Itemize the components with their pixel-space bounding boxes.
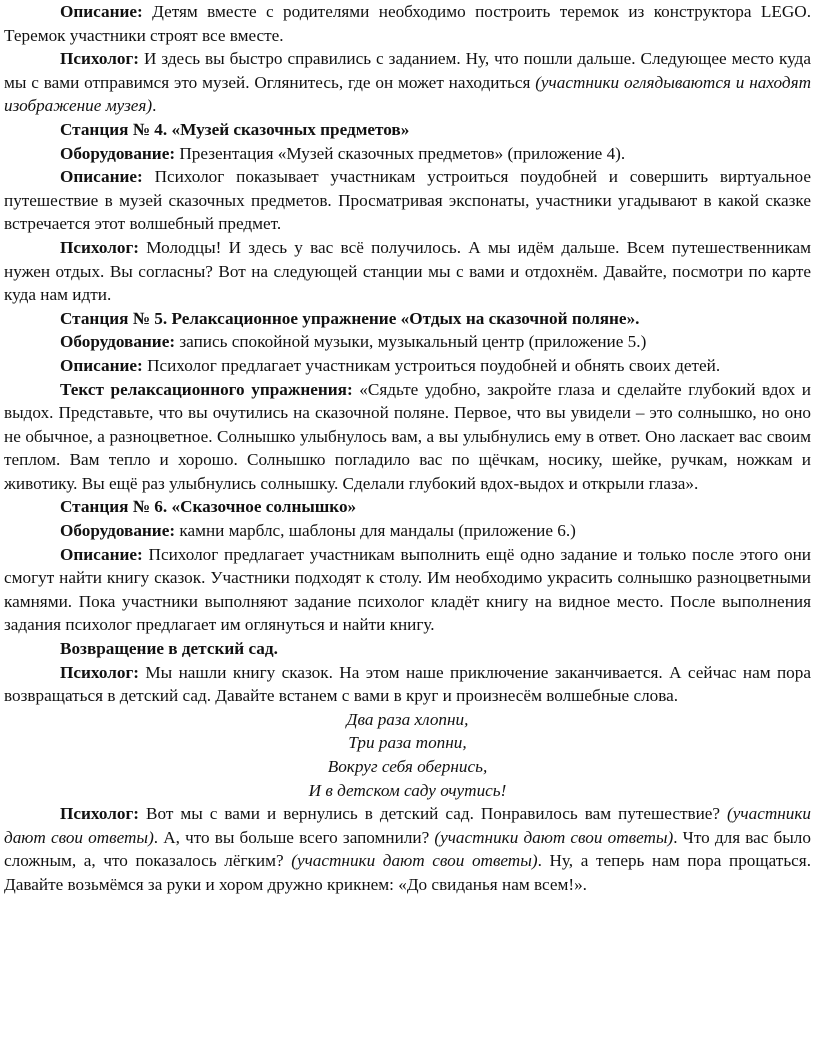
description-label: Описание: xyxy=(60,355,143,375)
psychologist-label: Психолог: xyxy=(60,49,139,69)
return-heading: Возвращение в детский сад. xyxy=(60,639,278,659)
paragraph-psychologist-museum xyxy=(4,47,811,118)
participants-remark: (участники дают свои ответы) xyxy=(434,827,674,847)
station-6-equipment xyxy=(4,519,811,543)
poem-line: Вокруг себя обернись, xyxy=(327,757,488,776)
psychologist-label: Психолог: xyxy=(60,662,139,682)
description-text: Психолог показывает участникам устроиться поудобней и совершить виртуальное путешествие в музей сказочных предметов. Просматривая экспонаты, участники угадывают в какой сказке встречается этот волшебный предмет. xyxy=(4,167,811,234)
participants-remark: (участники дают свои ответы) xyxy=(291,851,538,871)
equipment-label: Оборудование: xyxy=(60,332,176,352)
return-psychologist xyxy=(4,661,811,708)
equipment-text: Презентация «Музей сказочных предметов» (приложение 4). xyxy=(175,143,626,163)
description-text: Психолог предлагает участникам устроиться поудобней и обнять своих детей. xyxy=(142,355,721,375)
station-5-relaxation-text xyxy=(4,378,811,496)
participants-remark: (участники дают свои ответы) xyxy=(4,804,811,847)
paragraph-description-lego xyxy=(4,0,811,47)
station-5-equipment xyxy=(4,330,811,354)
poem-line: Три раза топни, xyxy=(348,733,467,753)
final-text-2: . А, что вы больше всего запомнили? xyxy=(153,827,435,847)
poem-line: И в детском саду очутись! xyxy=(308,780,507,800)
description-label: Описание: xyxy=(60,2,143,21)
sentence-end: . xyxy=(152,96,157,116)
final-text-3: . Что для вас было сложным, а, что показалось лёгким? xyxy=(4,827,811,871)
psychologist-text: Молодцы! И здесь у вас всё получилось. А мы идём дальше. Всем путешественникам нужен отдых. Вы согласны? Вот на следующей станции мы с вами и отдохнём. Давайте, посмотри по карте куда нам идти. xyxy=(4,237,811,305)
psychologist-text: Мы нашли книгу сказок. На этом наше приключение заканчивается. А сейчас нам пора возвращаться в детский сад. Давайте встанем с вами в круг и произнесём волшебные слова. xyxy=(4,662,811,706)
participants-remark: (участники оглядываются и находят изображение музея) xyxy=(4,72,812,116)
equipment-text: запись спокойной музыки, музыкальный центр (приложение 5.) xyxy=(175,332,647,352)
station-6-description xyxy=(4,543,811,637)
equipment-label: Оборудование: xyxy=(60,521,176,541)
station-4-psychologist xyxy=(4,236,811,307)
psychologist-label: Психолог: xyxy=(60,237,139,257)
description-text: Психолог предлагает участникам выполнить ещё одно задание и только после этого они смогут найти книгу сказок. Участники подходят к столу. Им необходимо украсить солнышко разноцветными камнями. Пока участники выполняют задание психолог кладёт книгу на видное место. После выполнения задания психолог предлагает им оглянуться и найти книгу. xyxy=(4,544,811,635)
station-6-heading: Станция № 6. «Сказочное солнышко» xyxy=(60,497,357,517)
psychologist-label: Психолог: xyxy=(60,804,139,824)
magic-words-poem xyxy=(4,708,811,802)
description-label: Описание: xyxy=(60,544,143,564)
final-text-4: . Ну, а теперь нам пора прощаться. Давайте возьмёмся за руки и хором дружно крикнем: «До свиданья нам всем!». xyxy=(4,851,811,894)
station-4-description xyxy=(4,165,811,236)
final-text-1: Вот мы с вами и вернулись в детский сад. Понравилось вам путешествие? xyxy=(138,804,728,824)
psychologist-text: И здесь вы быстро справились с заданием. Ну, что пошли дальше. Следующее место куда мы с вами отправимся это музей. Оглянитесь, где он может находиться xyxy=(4,49,811,92)
station-4-equipment xyxy=(4,142,811,166)
description-label: Описание: xyxy=(60,167,143,187)
station-5-heading: Станция № 5. Релаксационное упражнение «Отдых на сказочной поляне». xyxy=(60,308,640,328)
poem-line: Два раза хлопни, xyxy=(346,709,469,729)
equipment-text: камни марблс, шаблоны для мандалы (приложение 6.) xyxy=(175,521,576,541)
relaxation-label: Текст релаксационного упражнения: xyxy=(60,379,353,399)
final-psychologist xyxy=(4,802,811,896)
station-4-heading: Станция № 4. «Музей сказочных предметов» xyxy=(60,119,410,139)
equipment-label: Оборудование: xyxy=(60,143,176,163)
description-text: Детям вместе с родителями необходимо построить теремок из конструктора LEGO. Теремок участники строят все вместе. xyxy=(4,2,811,45)
relaxation-text: «Сядьте удобно, закройте глаза и сделайте глубокий вдох и выдох. Представьте, что вы очутились на сказочной поляне. Первое, что вы увидели – это солнышко, но оно не обычное, а разноцветное. Солнышко улыбнулось вам, а вы улыбнулись ему в ответ. Оно ласкает вас своим теплом. Вам тепло и хорошо. Солнышко погладило вас по щёчкам, носику, шейке, ручкам, ножкам и животику. Вы ещё раз улыбнулись солнышку. Сделали глубокий вдох-выдох и открыли глаза». xyxy=(4,379,811,493)
station-5-description xyxy=(4,354,811,378)
